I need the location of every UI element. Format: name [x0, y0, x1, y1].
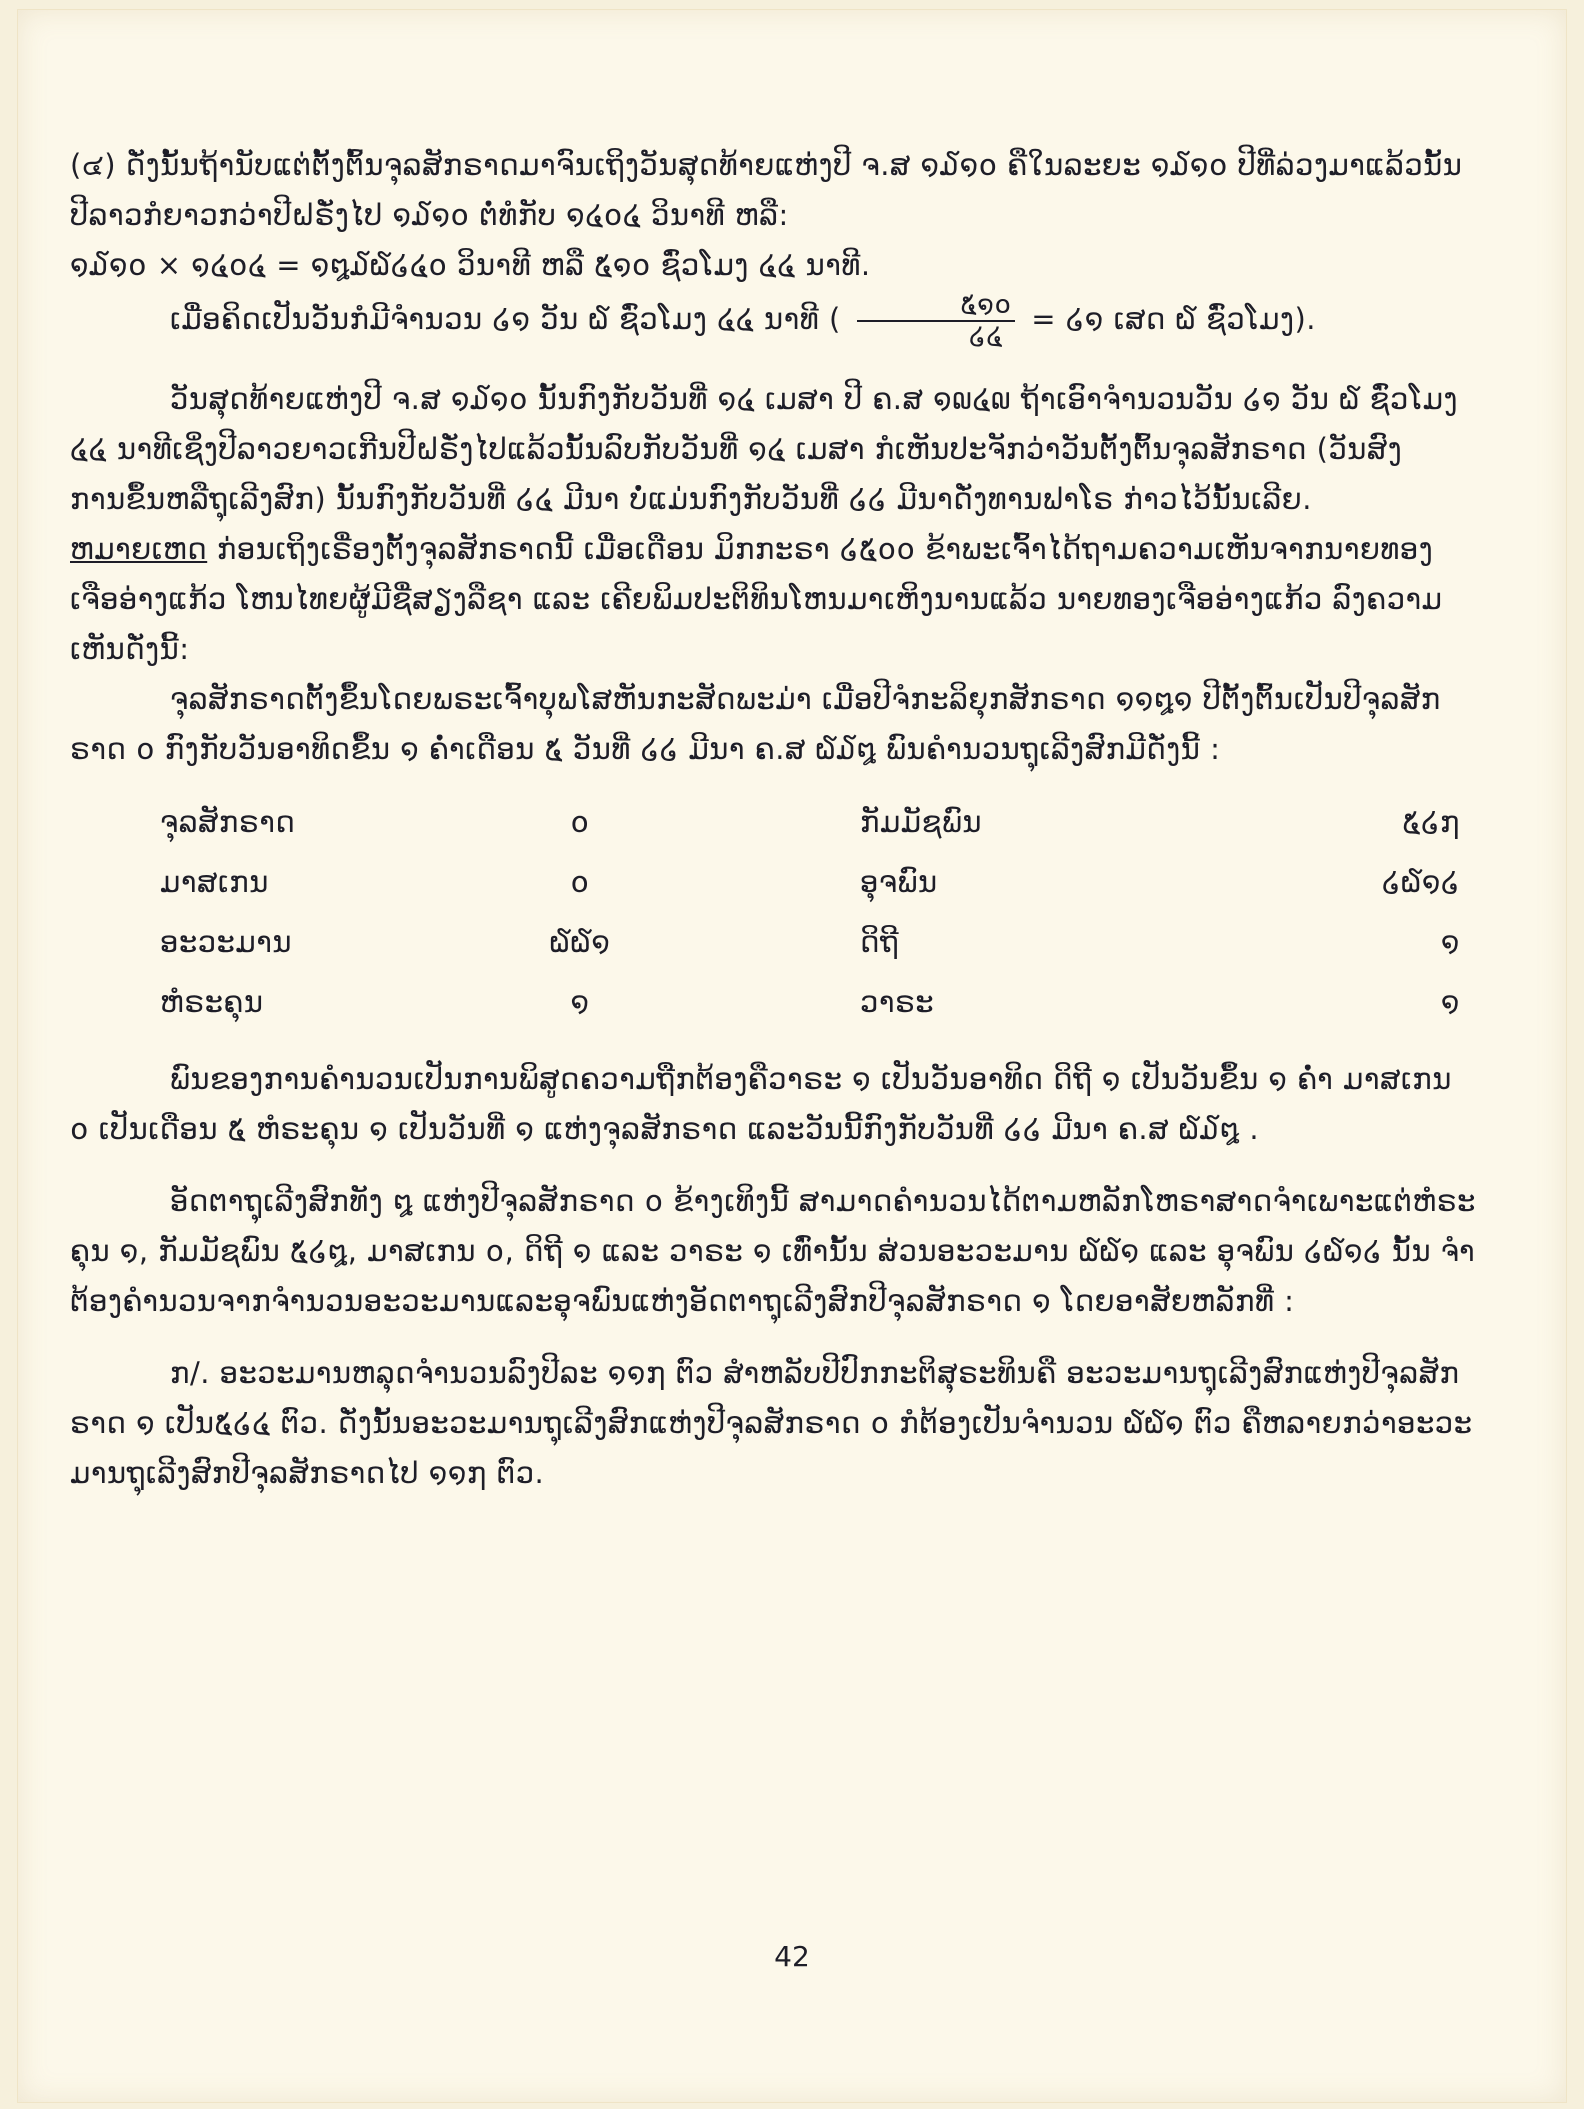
row-label: ມາສເກນ [160, 865, 269, 899]
note-paragraph [70, 524, 1480, 674]
row-value: ໐ [570, 805, 590, 839]
paragraph-2: ວັນສຸດທ້າຍແຫ່ງປີ ຈ.ສ ໑໓໑໐ ນັ້ນກົງກັບວັນທີ່ ໑໔ ເມສາ ປີ ຄ.ສ ໑໙໔໙ ຖ້າເອົາຈຳນວນວັນ ໒໑ ວັນ ໖ ຊົ່ວໂມງ ໔໔ ນາທີເຊິ່ງປີລາວຍາວເກີນປີຝຣັ່ງໄປແລ້ວນັ້ນລົບກັບວັນທີ່ ໑໔ ເມສາ ກໍເຫັນປະຈັກວ່າວັນຕັ້ງຕົ້ນຈຸລສັກຣາດ (ວັນສົງການຂຶ້ນຫລືຖຸເລີງສົກ) ນັ້ນກົງກັບວັນທີ່ ໒໔ ມີນາ ບໍ່ແມ່ນກົງກັບວັນທີ່ ໒໒ ມີນາດັ່ງທານຟາໂຣ ກ່າວໄວ້ນັ້ນເລີຍ. [70, 382, 1459, 516]
table-row [160, 972, 1460, 1032]
paragraph-5: ອັດຕາຖຸເລີງສົກທັງ ໘ ແຫ່ງປີຈຸລສັກຣາດ ໐ ຂ້າງເທິງນີ້ ສາມາດຄຳນວນໄດ້ຕາມຫລັກໂຫຣາສາດຈຳເພາະແຕ່ຫໍຣະຄຸນ ໑, ກັມມັຊພົນ ໕໒໘, ມາສເກນ ໐, ດິຖີ ໑ ແລະ ວາຣະ ໑ ເທົ່ານັ້ນ ສ່ວນອະວະມານ ໖໖໑ ແລະ ອຸຈພົນ ໒໖໑໒ ນັ້ນ ຈຳຕ້ອງຄຳນວນຈາກຈຳນວນອະວະມານແລະອຸຈພົນແຫ່ງອັດຕາຖຸເລີງສົກປີຈຸລສັກຣາດ ໑ ໂດຍອາສັຍຫລັກທີ່ : [70, 1184, 1476, 1318]
row-label: ຫໍຣະຄຸນ [160, 985, 264, 1019]
table-row [160, 792, 1460, 852]
paragraph-1-calc: ໑໓໑໐ × ໑໔໐໔ = ໑໘໓໖໒໔໐ ວິນາທີ ຫລື ໕໑໐ ຊົ່ວໂມງ ໔໔ ນາທີ. [70, 248, 871, 282]
row-value: ໑ [570, 985, 590, 1019]
fraction-denominator: ໒໔ [969, 322, 1003, 352]
document-body [70, 140, 1480, 1498]
fraction-numerator: ໕໑໐ [857, 290, 1016, 322]
row-value-2: ໑ [1440, 925, 1460, 959]
value-table [160, 792, 1460, 1032]
row-value-2: ໕໒໗ [1402, 805, 1460, 839]
row-label: ຈຸລສັກຣາດ [160, 805, 296, 839]
paragraph-4: ພົນຂອງການຄຳນວນເປັນການພິສູດຄວາມຖືກຕ້ອງຄືວາຣະ ໑ ເປັນວັນອາທິດ ດິຖີ ໑ ເປັນວັນຂຶ້ນ ໑ ຄ່ຳ ມາສເກນ ໐ ເປັນເດືອນ ໕ ຫໍຣະຄຸນ ໑ ເປັນວັນທີ່ ໑ ແຫ່ງຈຸລສັກຣາດ ແລະວັນນີ້ກົງກັບວັນທີ່ ໒໒ ມີນາ ຄ.ສ ໖໓໘ . [70, 1062, 1452, 1146]
table-row [160, 912, 1460, 972]
row-label-2: ກັມມັຊພົນ [860, 805, 982, 839]
days-text-before: ເມື່ອຄິດເປັນວັນກໍມີຈຳນວນ ໒໑ ວັນ ໖ ຊົ່ວໂມງ ໔໔ ນາທີ ( [170, 302, 841, 336]
row-label: ອະວະມານ [160, 925, 292, 959]
row-label-2: ດິຖີ [860, 925, 900, 959]
page-number: 42 [774, 1940, 810, 1973]
row-value: ໐ [570, 865, 590, 899]
table-row [160, 852, 1460, 912]
row-label-2: ອຸຈພົນ [860, 865, 938, 899]
paragraph-6: ກ/. ອະວະມານຫລຸດຈຳນວນລົງປີລະ ໑໑໗ ຕົວ ສຳຫລັບປີປົກກະຕິສຸຣະທິນຄື ອະວະມານຖຸເລີງສົກແຫ່ງປີຈຸລສັກຣາດ ໑ ເປັນ໕໒໔ ຕົວ. ດັ່ງນັ້ນອະວະມານຖຸເລີງສົກແຫ່ງປີຈຸລສັກຣາດ ໐ ກໍຕ້ອງເປັນຈຳນວນ ໖໖໑ ຕົວ ຄືຫລາຍກວ່າອະວະມານຖຸເລີງສົກປີຈຸລສັກຣາດໄປ ໑໑໗ ຕົວ. [70, 1356, 1473, 1490]
row-value-2: ໒໖໑໒ [1381, 865, 1460, 899]
note-text: ກ່ອນເຖິງເຣື່ອງຕັ້ງຈຸລສັກຣາດນີ້ ເມື່ອເດືອນ ມິກກະຣາ ໒໕໐໐ ຂ້າພະເຈົ້າໄດ້ຖາມຄວາມເຫັນຈາກນາຍທອງເຈືອອ່າງແກ້ວ ໂຫນໄທຍຜູ້ມີຊື່ສຽງລືຊາ ແລະ ເຄີຍພິມປະຕິທິນໂຫນມາເຫິງນານແລ້ວ ນາຍທອງເຈືອອ່າງແກ້ວ ລົງຄວາມເຫັນດັ່ງນີ້: [70, 532, 1443, 666]
row-value-2: ໑ [1440, 985, 1460, 1019]
note-label: ຫມາຍເຫດ [70, 532, 208, 566]
paragraph-3: ຈຸລສັກຣາດຕັ້ງຂຶ້ນໂດຍພຣະເຈົ້າບຸພໂສຫັນກະສັດພະມ່າ ເມື່ອປີຈໍກະລິຍຸກສັກຣາດ ໑໑໘໑ ປີຕັ້ງຕົ້ນເປັນປີຈຸລສັກຣາດ ໐ ກົງກັບວັນອາທິດຂຶ້ນ ໑ ຄ່ຳເດືອນ ໕ ວັນທີ່ ໒໒ ມີນາ ຄ.ສ ໖໓໘ ພົນຄຳນວນຖຸເລີງສົກມີດັ່ງນີ້ : [70, 682, 1441, 766]
row-label-2: ວາຣະ [860, 985, 935, 1019]
row-value: ໖໖໑ [549, 925, 611, 959]
days-text-after: = ໒໑ ເສດ ໖ ຊົ່ວໂມງ). [1031, 302, 1316, 336]
paragraph-1: (๔) ດັ່ງນັ້ນຖ້ານັບແຕ່ຕັ້ງຕົ້ນຈຸລສັກຣາດມາຈົນເຖິງວັນສຸດທ້າຍແຫ່ງປີ ຈ.ສ ໑໓໑໐ ຄືໃນລະຍະ ໑໓໑໐ ປີທີ່ລ່ວງມາແລ້ວນັ້ນ ປີລາວກໍຍາວກວ່າປີຝຣັ່ງໄປ ໑໓໑໐ ຕໍ່ທໍກັບ ໑໔໐໔ ວິນາທີ ຫລື: [70, 148, 1463, 232]
fraction [857, 290, 1016, 352]
paragraph-1-days [70, 290, 1480, 352]
